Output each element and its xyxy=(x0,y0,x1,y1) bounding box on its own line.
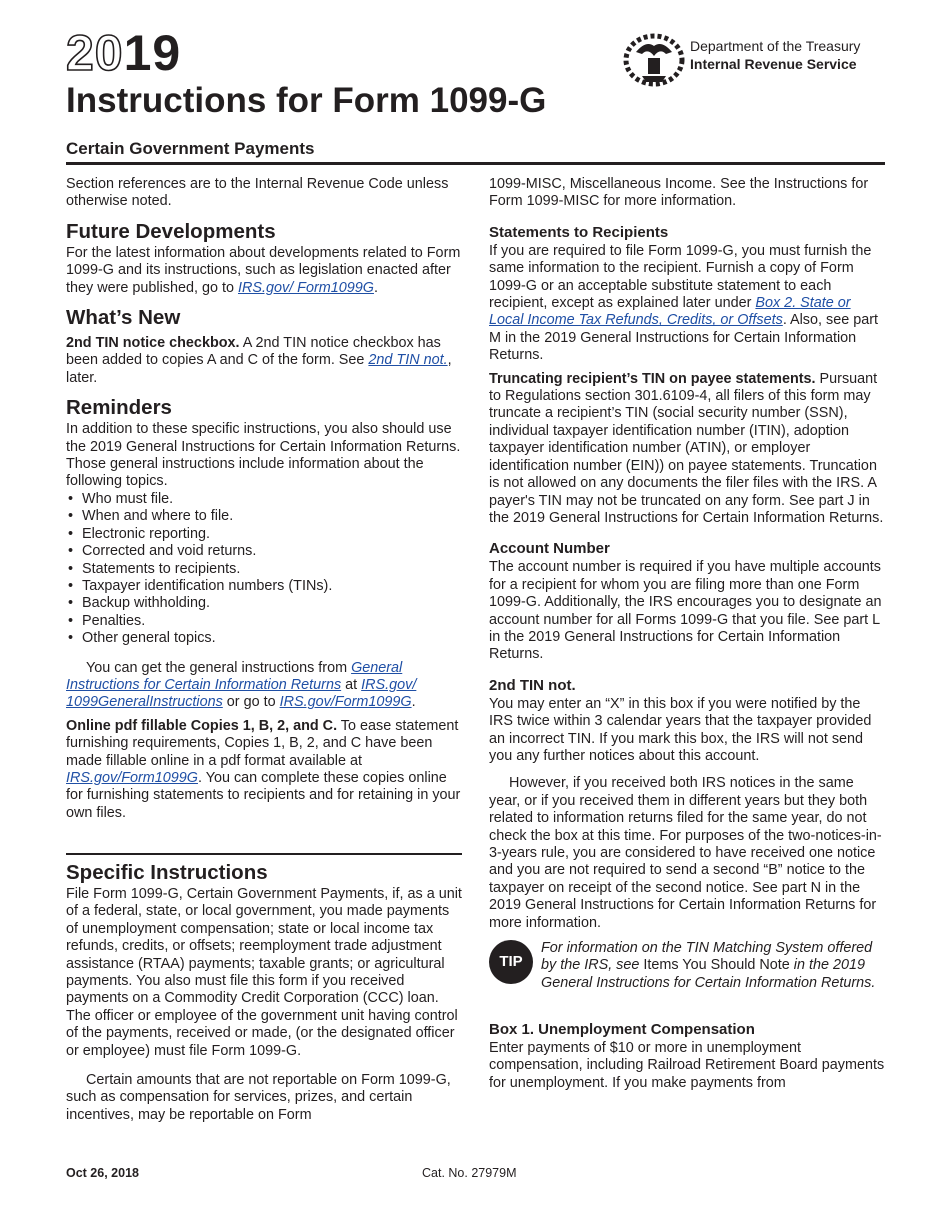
tip-box xyxy=(489,940,885,1010)
general-instructions-text: You can get the general instructions from General Instructions for Certain Information Returns at IRS.gov/ 1099GeneralInstructions or go to IRS.gov/Form1099G. xyxy=(66,659,417,711)
whats-new-text: 2nd TIN notice checkbox. A 2nd TIN notice checkbox has been added to copies A and C of the form. See 2nd TIN not., later. xyxy=(66,335,452,386)
1099-general-instructions-link[interactable]: IRS.gov/ 1099GeneralInstructions xyxy=(66,676,417,711)
2nd-tin-p2: However, if you received both IRS notices in the same year, or if you received them in different years but they both related to information returns filed for the same year, do not check the box at this time. For purposes of the two-notices-in-3-years rule, you are considered to have received one notice and you are not required to send a second “B” notice to the taxpayer on receipt of the second notice. See part N in the 2019 General Instructions for Certain Information Returns for more information. xyxy=(489,775,882,931)
footer-cat-no: Cat. No. 27979M xyxy=(422,1166,517,1180)
account-number-heading: Account Number xyxy=(489,540,610,558)
agency-line-2: Internal Revenue Service xyxy=(690,56,857,72)
whats-new-heading: What’s New xyxy=(66,306,181,330)
online-fillable-text: Online pdf fillable Copies 1, B, 2, and C. To ease statement furnishing requirements, Copies 1, B, 2, and C have been made fillable online in a pdf format available at IRS.gov/Form1099G. You can complete these copies online for furnishing statements to recipients and for retaining in your own files. xyxy=(66,717,461,821)
topics-list xyxy=(66,491,462,648)
reminders-heading: Reminders xyxy=(66,396,172,420)
right-column xyxy=(489,176,885,1092)
truncating-text: Truncating recipient’s TIN on payee statements. Pursuant to Regulations section 301.6109-4, all filers of this form may truncate a recipient’s TIN (social security number (SSN), individual taxpayer identification number (ITIN), adoption taxpayer identification number (ATIN), or employer identification number (EIN)) on payee statements. Truncation is not allowed on any documents the filer files with the IRS. A payer's TIN may not be truncated on any form. See part J in the 2019 General Instructions for Certain Information Returns. xyxy=(489,370,884,526)
specific-instructions-heading: Specific Instructions xyxy=(66,861,268,884)
list-item: • Statements to recipients. xyxy=(66,561,462,578)
continued-text: 1099-MISC, Miscellaneous Income. See the Instructions for Form 1099-MISC for more information. xyxy=(489,176,869,210)
box1-text: Enter payments of $10 or more in unemployment compensation, including Railroad Retirement Board payments for unemployment. If you make payments from xyxy=(489,1040,885,1091)
year-bold: 19 xyxy=(123,25,182,81)
future-developments-text: For the latest information about developments related to Form 1099-G and its instructions, such as legislation enacted after they were published, go to IRS.gov/ Form1099G. xyxy=(66,244,461,296)
list-item: • Taxpayer identification numbers (TINs). xyxy=(66,578,462,595)
list-item: • Electronic reporting. xyxy=(66,526,462,543)
specific-instructions-p2: Certain amounts that are not reportable on Form 1099-G, such as compensation for services, prizes, and certain incentives, may be reportable on Form xyxy=(66,1072,451,1123)
list-item: • Who must file. xyxy=(66,491,462,508)
specific-instructions-p1: File Form 1099-G, Certain Government Payments, if, as a unit of a federal, state, or local government, you made payments of unemployment compensation; state or local income tax refunds, credits, or offsets; reemployment trade adjustment assistance (RTAA) payments; taxable grants; or agricultural payments. You also must file this form if you received payments on a Commodity Credit Corporation (CCC) loan. The officer or employee of the government unit having control of the payments, received or made, (or the designated officer or employee) must file Form 1099-G. xyxy=(66,886,462,1059)
list-item: • Penalties. xyxy=(66,613,462,630)
2nd-tin-heading: 2nd TIN not. xyxy=(489,676,576,694)
page-subtitle: Certain Government Payments xyxy=(66,139,315,158)
online-form1099g-link[interactable]: IRS.gov/Form1099G xyxy=(66,769,198,786)
section-rule xyxy=(66,853,462,855)
general-instructions-link[interactable]: General Instructions for Certain Information Returns xyxy=(66,659,403,693)
2nd-tin-p1: You may enter an “X” in this box if you were notified by the IRS twice within 3 calendar years that the taxpayer provided an incorrect TIN. If you mark this box, the IRS will not send you any further notices about this account. xyxy=(489,695,872,764)
future-developments-heading: Future Developments xyxy=(66,219,276,243)
agency-line-1: Department of the Treasury xyxy=(690,38,861,54)
page-title: Instructions for Form 1099-G xyxy=(66,81,547,120)
year-outline: 20 xyxy=(66,25,124,81)
specific-instructions xyxy=(66,858,462,1124)
irs-eagle-logo-icon xyxy=(622,32,686,88)
list-item: • Backup withholding. xyxy=(66,595,462,612)
reminders-text: In addition to these specific instructions, you also should use the 2019 General Instructions for Certain Information Returns. Those general instructions include information about the following topics. xyxy=(66,421,461,490)
tip-text: For information on the TIN Matching System offered by the IRS, see Items You Should Note in the 2019 General Instructions for Certain Information Returns. xyxy=(541,940,876,991)
intro-text: Section references are to the Internal Revenue Code unless otherwise noted. xyxy=(66,176,449,210)
list-item: • Other general topics. xyxy=(66,630,462,647)
form-year xyxy=(66,25,182,81)
form1099g-link[interactable]: IRS.gov/Form1099G xyxy=(279,694,412,711)
statements-text: If you are required to file Form 1099-G, you must furnish the same information to the recipient. Furnish a copy of Form 1099-G or an acceptable substitute statement to each recipient, except as explained later under Box 2. State or Local Income Tax Refunds, Credits, or Offsets. Also, see part M in the 2019 General Instructions for Certain Information Returns. xyxy=(489,242,879,364)
2nd-tin-link[interactable]: 2nd TIN not. xyxy=(368,352,448,369)
list-item: • When and where to file. xyxy=(66,508,462,525)
left-column xyxy=(66,176,462,822)
account-number-text: The account number is required if you have multiple accounts for a recipient for whom you are filing more than one Form 1099-G. Additionally, the IRS encourages you to designate an account number for all Forms 1099-G that you file. See part L in the 2019 General Instructions for Certain Information Returns. xyxy=(489,559,882,663)
irs-form1099g-link[interactable]: IRS.gov/ Form1099G xyxy=(238,279,374,296)
list-item: • Corrected and void returns. xyxy=(66,543,462,560)
statements-heading: Statements to Recipients xyxy=(489,223,669,241)
box2-link[interactable]: Box 2. State or Local Income Tax Refunds, Credits, or Offsets xyxy=(489,295,851,329)
box1-heading: Box 1. Unemployment Compensation xyxy=(489,1021,755,1039)
header-rule xyxy=(66,162,885,165)
agency-block xyxy=(690,37,860,73)
footer-date: Oct 26, 2018 xyxy=(66,1166,139,1180)
tip-icon: TIP xyxy=(489,940,533,984)
